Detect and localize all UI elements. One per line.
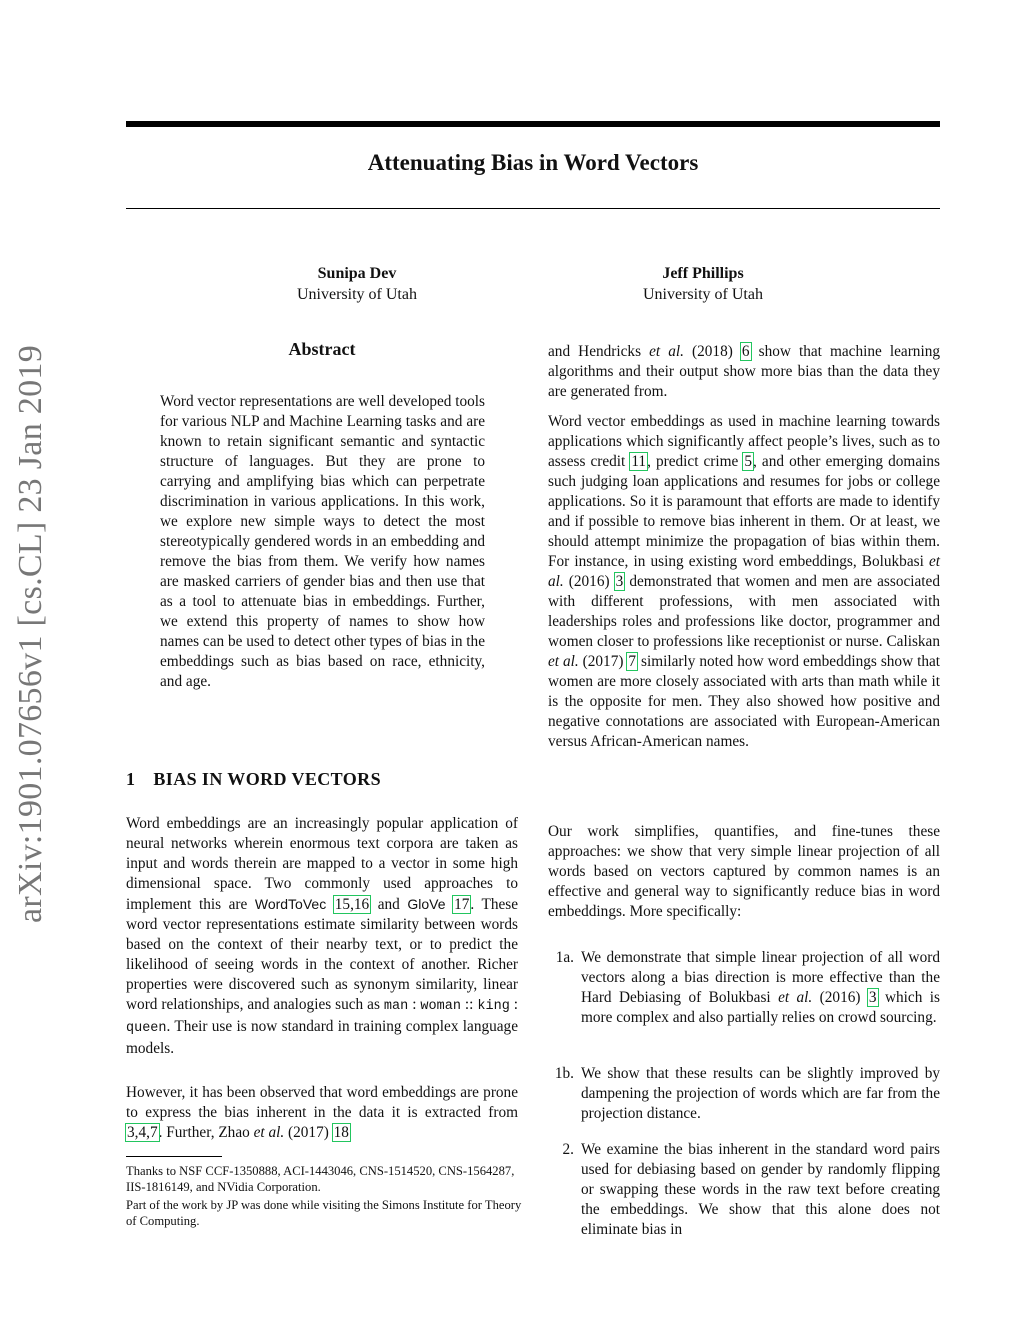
right-paragraph-3: Our work simplifies, quantifies, and fine-tunes these approaches: we show that very simple linear projection of all words based on vectors captured by common names is an effective and general way to significantly reduce bias in word embeddings. More specifically: [548,823,940,920]
author-affiliation: University of Utah [297,286,417,303]
list-item-label: 1b. [554,1065,574,1082]
citation-link[interactable]: 3 [868,989,877,1006]
list-item-label: 2. [562,1141,574,1158]
title-rule-top [126,121,940,127]
arxiv-side-label: arXiv:1901.07656v1 [cs.CL] 23 Jan 2019 [12,345,49,923]
title-rule-bottom [126,208,940,209]
right-paragraph-1: and Hendricks et al. (2018) 6 show that machine learning algorithms and their output show more bias than the data they are generated from. [548,343,941,400]
right-paragraph-2: Word vector embeddings as used in machine learning towards applications which significantly affect people’s lives, such as to assess credit 11, predict crime 5, and other emerging domains such judging loan applications and resumes for jobs or college applications. So it is paramount that efforts are made to identify and if possible to remove bias inherent in them. Or at least, we should attempt minimize the propagation of bias within them. For instance, in using existing word embeddings, Bolukbasi et al. (2016) 3 demonstrated that women and men are associated with different professions, with men associated with leaderships roles and professions like doctor, programmer and women closer to professions like receptionist or nurse. Caliskan et al. (2017) 7 similarly noted how word embeddings show that women are more closely associated with arts than math while it is the opposite for men. They also showed how positive and negative connotations are associated with European-American versus African-American names. [548,413,941,750]
list-item-text: We examine the bias inherent in the standard word pairs used for debiasing based on gender by randomly flipping or swapping these words in the raw text before creating the embeddings. We show that this alone does not eliminate bias in [581,1141,940,1238]
abstract-heading: Abstract [288,339,356,359]
author-name: Jeff Phillips [662,265,744,282]
list-item-text: We demonstrate that simple linear projection of all word vectors along a bias direction is more effective than the Hard Debiasing of Bolukbasi et al. (2016) 3 which is more complex and also partially relies on crowd sourcing. [581,949,940,1026]
author-affiliation: University of Utah [643,286,763,303]
citation-link[interactable]: 3,4,7 [127,1124,158,1141]
author-1 [207,263,507,305]
footnote-funding: Thanks to NSF CCF-1350888, ACI-1443046, CNS-1514520, CNS-1564287, IIS-1816149, and NVidia Corporation. [126,1164,515,1194]
author-2 [553,263,853,305]
list-item-text: We show that these results can be slightly improved by dampening the projection of words which are far from the projection distance. [581,1065,940,1122]
list-item [548,1140,940,1240]
citation-link[interactable]: 6 [741,343,750,360]
citation-link[interactable]: 18 [333,1124,349,1141]
list-item-label: 1a. [555,949,574,966]
section-heading [126,769,526,790]
left-paragraph-1: Word embeddings are an increasingly popular application of neural networks wherein enormous text corpora are taken as input and words therein are mapped to a vector in some high dimensional space. Two commonly used approaches to implement this are WordToVec 15,16 and GloVe 17. These word vector representations estimate similarity between words based on the context of their nearby text, or to predict the likelihood of seeing words in the context of another. Richer properties were discovered such as synonym similarity, linear word relationships, and analogies such as man : woman :: king : queen. Their use is now standard in training complex language models. [126,815,519,1057]
paper-title: Attenuating Bias in Word Vectors [367,150,699,175]
abstract-body: Word vector representations are well developed tools for various NLP and Machine Learning tasks and are known to retain significant semantic and syntactic structure of languages. But they are prone to carrying and amplifying bias which can perpetrate discrimination in various applications. In this work, we explore new simple ways to detect the most stereotypically gendered words in an embedding and remove the bias from them. We verify how names are masked carriers of gender bias and then use that as a tool to attenuate bias in embeddings. Further, we extend this property of names to show how names can be used to detect other types of bias in the embeddings such as bias based on race, ethnicity, and age. [160,393,485,690]
citation-link[interactable]: 7 [628,653,637,670]
footnote-rule [126,1156,222,1157]
left-paragraph-2: However, it has been observed that word embeddings are prone to express the bias inherent in the data it is extracted from 3,4,7. Further, Zhao et al. (2017) 18 [126,1084,518,1141]
footnote-simons: Part of the work by JP was done while visiting the Simons Institute for Theory of Computing. [126,1198,522,1228]
citation-link[interactable]: 15,16 [334,896,370,913]
section-number: 1 [126,769,136,789]
list-item [548,1064,940,1124]
citation-link[interactable]: 11 [631,453,647,470]
citation-link[interactable]: 17 [454,896,470,913]
citation-link[interactable]: 3 [615,573,624,590]
section-title: BIAS IN WORD VECTORS [153,769,381,789]
author-name: Sunipa Dev [317,265,397,282]
list-item [548,948,940,1048]
citation-link[interactable]: 5 [744,453,753,470]
